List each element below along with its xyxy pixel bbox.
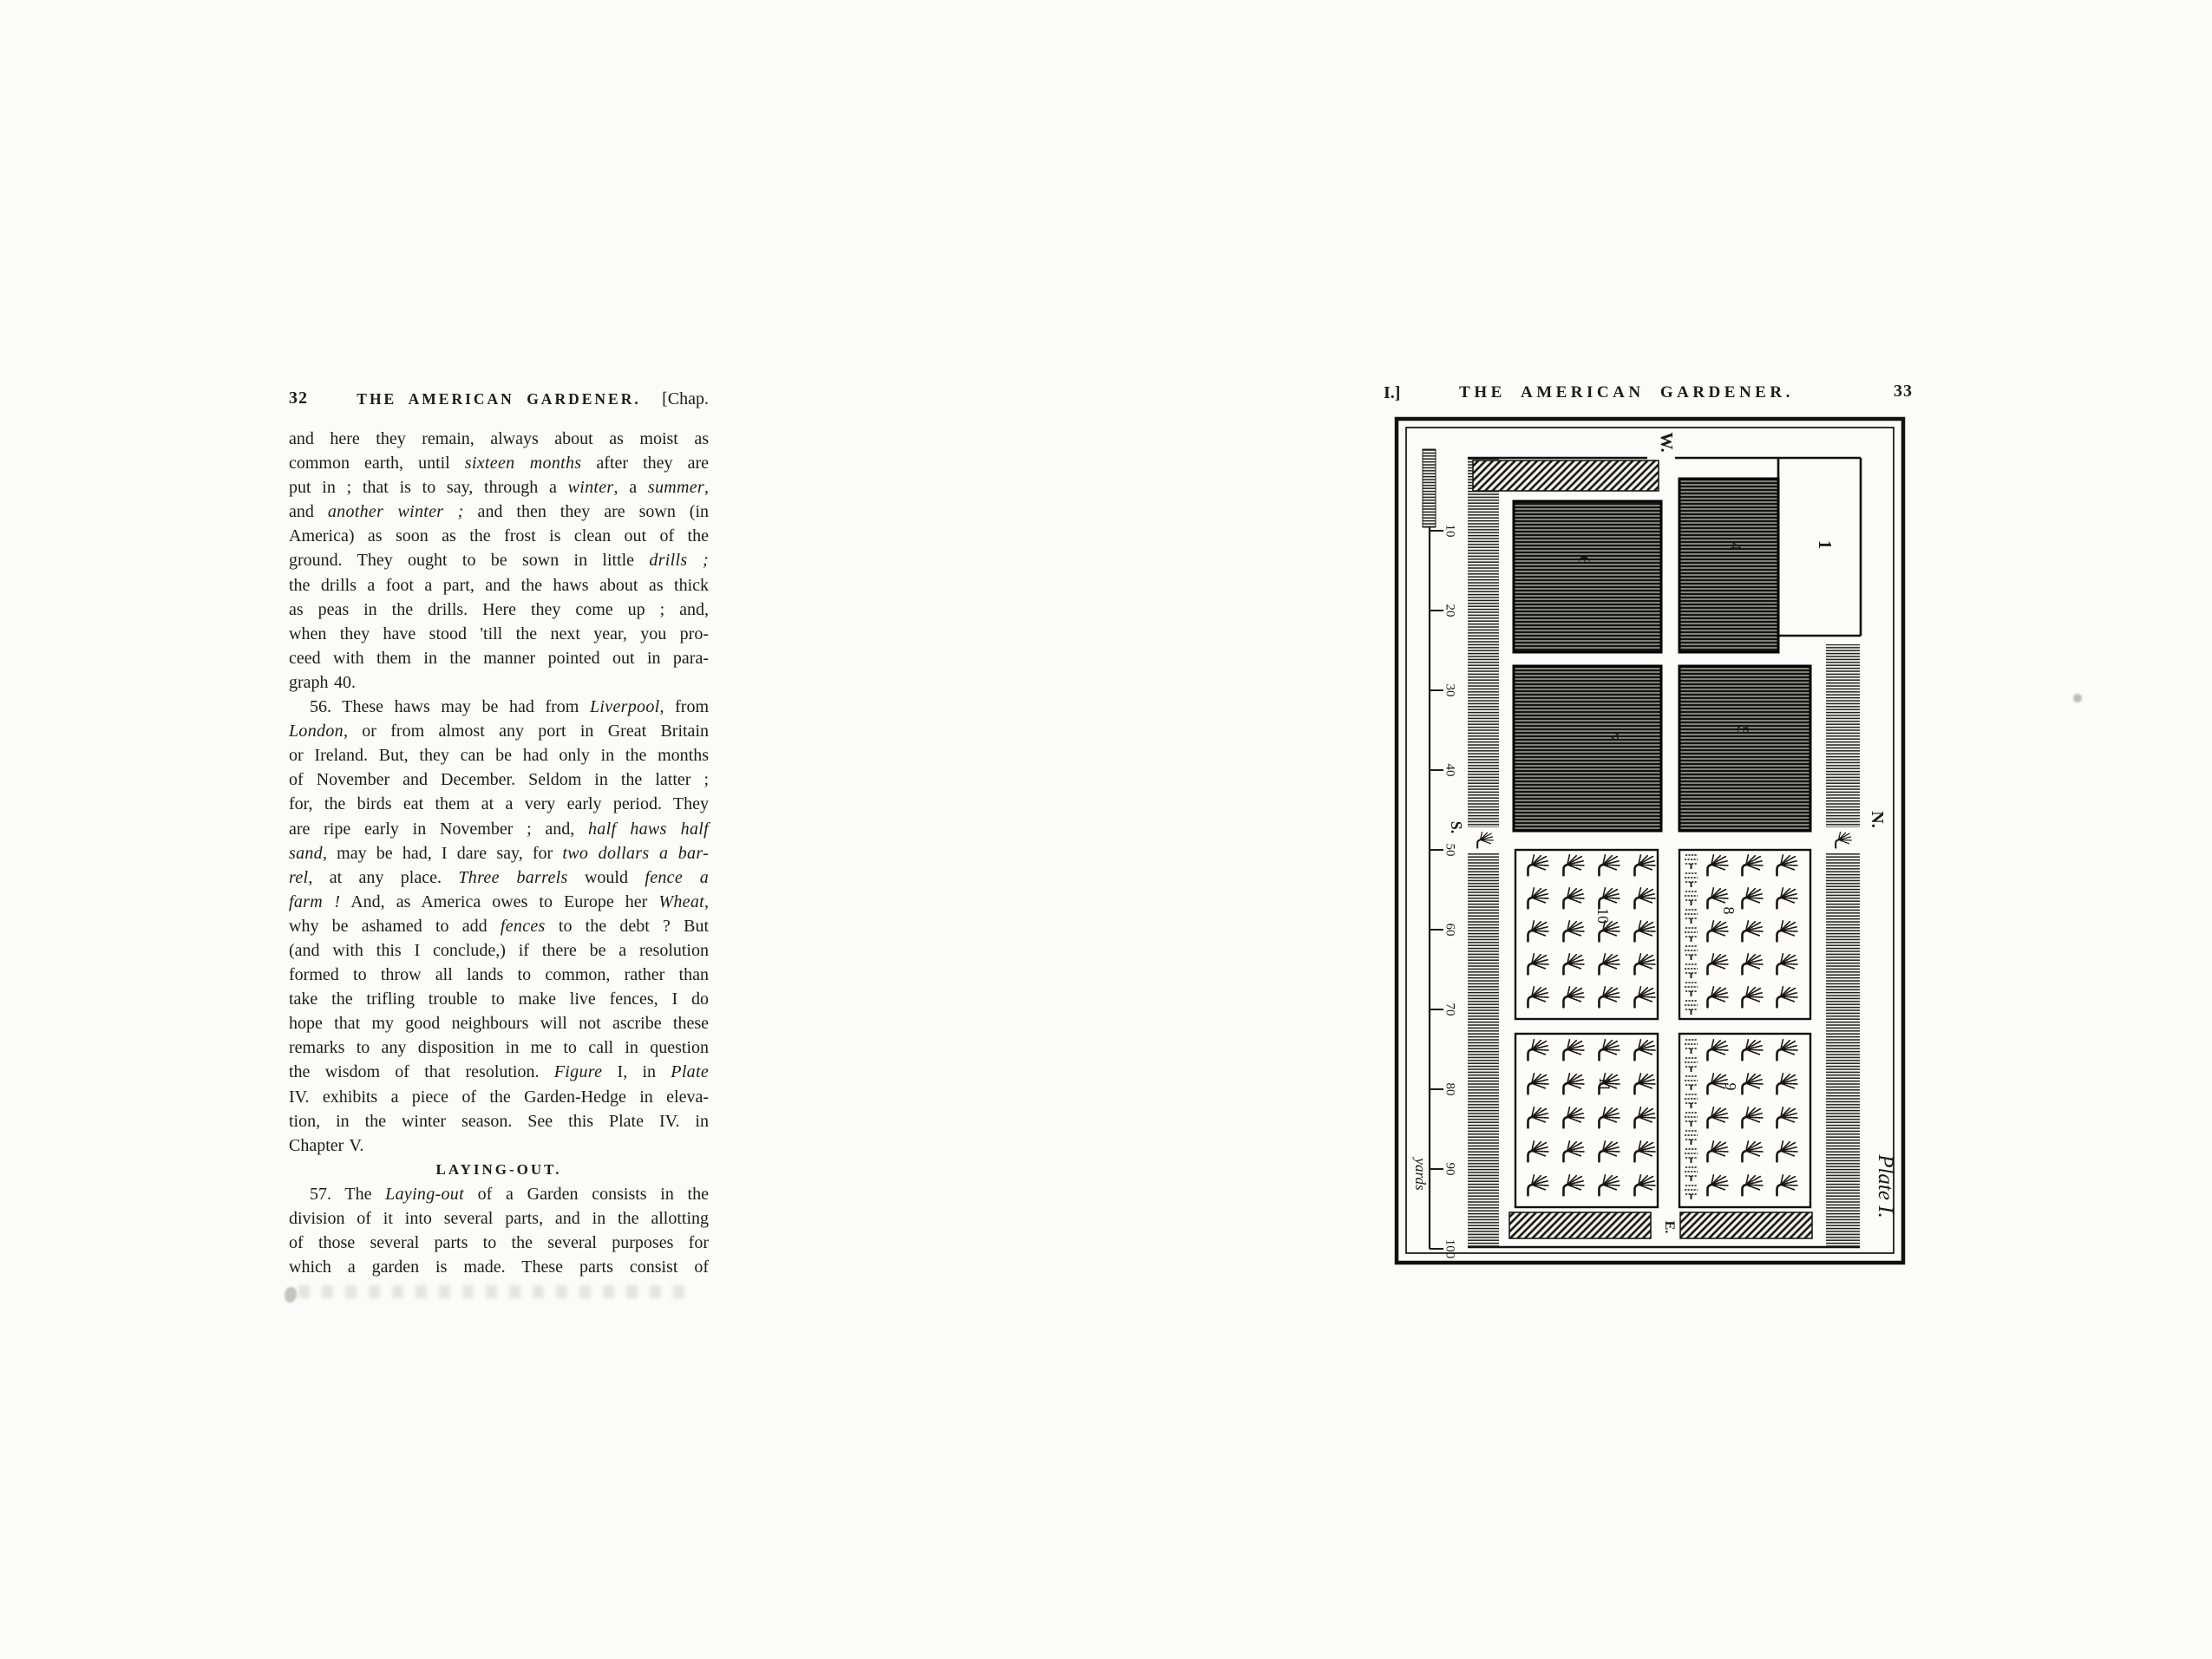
text-line: ground. They ought to be sown in little drills ; — [289, 551, 710, 571]
text-line: remarks to any disposition in me to call in question — [289, 1038, 709, 1058]
text-line: sand, may be had, I dare say, for two dollars a bar- — [289, 843, 709, 863]
dark-plots — [1514, 479, 1810, 831]
right-page-header — [1384, 382, 1913, 411]
text-line: division of it into several parts, and in the allotting — [289, 1209, 709, 1228]
running-title: THE AMERICAN GARDENER. — [1459, 383, 1794, 402]
compass-south-label: S. — [1448, 820, 1465, 834]
text-line: and another winter ; and then they are sown (in — [289, 502, 709, 522]
text-line: 56. These haws may be had from Liverpool, from — [310, 697, 709, 717]
ruler-tick-label: 60 — [1443, 923, 1457, 937]
compass-east-label: E. — [1662, 1220, 1677, 1234]
ruler-tick-label: 30 — [1443, 683, 1457, 697]
plot-4 — [1679, 479, 1778, 652]
plot-label-4: 4 — [1726, 542, 1744, 551]
text-line: (and with this I conclude,) if there be a resolution — [289, 940, 709, 960]
text-line: take the trifling trouble to make live fences, I do — [289, 990, 709, 1009]
text-line: when they have stood 'till the next year, you pro- — [289, 624, 709, 643]
text-line: which a garden is made. These parts consist of — [289, 1257, 709, 1277]
plot-label-9: 9 — [1722, 1082, 1739, 1091]
left-page-header — [289, 389, 709, 418]
ruler-tick-label: 40 — [1443, 763, 1457, 777]
text-line: ceed with them in the manner pointed out in para- — [289, 648, 709, 668]
scale-unit-label: yards — [1412, 1158, 1429, 1191]
plot-7 — [1514, 666, 1661, 831]
section-heading: LAYING-OUT. — [435, 1160, 562, 1178]
ruler-tick-label: 50 — [1443, 843, 1457, 857]
plate-figure-wrap — [1394, 416, 1906, 1266]
text-line: and here they remain, always about as moist as — [289, 429, 709, 448]
bottom-hatched-strip-left — [1509, 1212, 1651, 1238]
text-line: put in ; that is to say, through a winter, a summer, — [289, 478, 709, 498]
chapter-marker: [Chap. — [662, 389, 709, 408]
hedge-right-band — [1826, 644, 1860, 1247]
plot-label-6: 6 — [1574, 556, 1593, 565]
ruler-tick-label: 100 — [1443, 1238, 1457, 1259]
running-title: THE AMERICAN GARDENER. — [357, 390, 641, 408]
ruler-tick-label: 70 — [1443, 1003, 1457, 1016]
text-line: Chapter V. — [289, 1135, 364, 1155]
text-line: for, the birds eat them at a very early period. They — [289, 794, 709, 814]
paper-speck — [2073, 694, 2082, 702]
ruler-ticks — [1430, 525, 1457, 1259]
scale-ruler — [1412, 449, 1457, 1258]
text-line: why be ashamed to add fences to the debt ? But — [289, 916, 709, 936]
text-line: as peas in the drills. Here they come up ; and, — [289, 599, 709, 619]
plot-5 — [1679, 666, 1810, 831]
text-line: are ripe early in November ; and, half haws half — [289, 819, 709, 839]
bleed-through-ghost — [298, 1285, 696, 1298]
text-line: tion, in the winter season. See this Plate IV. in — [289, 1111, 709, 1131]
text-line: hope that my good neighbours will not ascribe these — [289, 1014, 709, 1034]
plate-figure — [1394, 416, 1906, 1266]
text-line: 57. The Laying-out of a Garden consists in the — [310, 1184, 709, 1204]
text-line: IV. exhibits a piece of the Garden-Hedge in eleva- — [289, 1087, 709, 1107]
text-line: London, or from almost any port in Great Britain — [289, 722, 709, 741]
plant-plots — [1515, 850, 1810, 1207]
text-line: the drills a foot a part, and the haws about as thick — [289, 575, 709, 595]
top-hatched-strip — [1473, 460, 1659, 491]
text-line: or Ireland. But, they can be had only in the months — [289, 746, 709, 766]
text-line: farm ! And, as America owes to Europe her Wheat, — [289, 892, 709, 911]
plot-label-5: 5 — [1733, 726, 1751, 735]
compass-north-label: N. — [1868, 811, 1887, 828]
plate-caption: Plate I. — [1874, 1154, 1897, 1218]
ruler-fine-comb — [1423, 449, 1436, 527]
plot-label-11: 11 — [1596, 1076, 1613, 1092]
page-number: 33 — [1894, 382, 1913, 401]
text-line: rel, at any place. Three barrels would fence a — [289, 867, 710, 887]
text-line: of November and December. Seldom in the latter ; — [289, 770, 709, 790]
text-line: graph 40. — [289, 672, 357, 692]
page-number: 32 — [289, 389, 308, 408]
ruler-tick-label: 20 — [1443, 604, 1457, 617]
plot-house — [1778, 458, 1861, 636]
left-page — [289, 389, 709, 1279]
text-line: of those several parts to the several purposes for — [289, 1233, 709, 1253]
text-line: common earth, until sixteen months after they are — [289, 454, 709, 474]
compass-west-label: W. — [1657, 432, 1676, 453]
text-line: the wisdom of that resolution. Figure I, in Plate — [289, 1062, 710, 1082]
bottom-hatched-strip-right — [1680, 1212, 1812, 1238]
plot-label-house: 1 — [1815, 539, 1836, 550]
text-line: America) as soon as the frost is clean out of the — [289, 526, 709, 546]
plot-label-7: 7 — [1603, 733, 1621, 741]
ruler-tick-label: 80 — [1443, 1082, 1457, 1096]
plot-label-8: 8 — [1720, 906, 1738, 915]
signature-mark: I.] — [1384, 383, 1401, 402]
ruler-tick-label: 10 — [1443, 524, 1457, 538]
plot-6 — [1514, 501, 1661, 652]
text-line: formed to throw all lands to common, rather than — [289, 965, 709, 985]
body-text — [289, 427, 709, 1279]
plot-label-10: 10 — [1594, 908, 1612, 924]
ruler-tick-label: 90 — [1443, 1162, 1457, 1176]
ink-smudge — [285, 1287, 297, 1303]
